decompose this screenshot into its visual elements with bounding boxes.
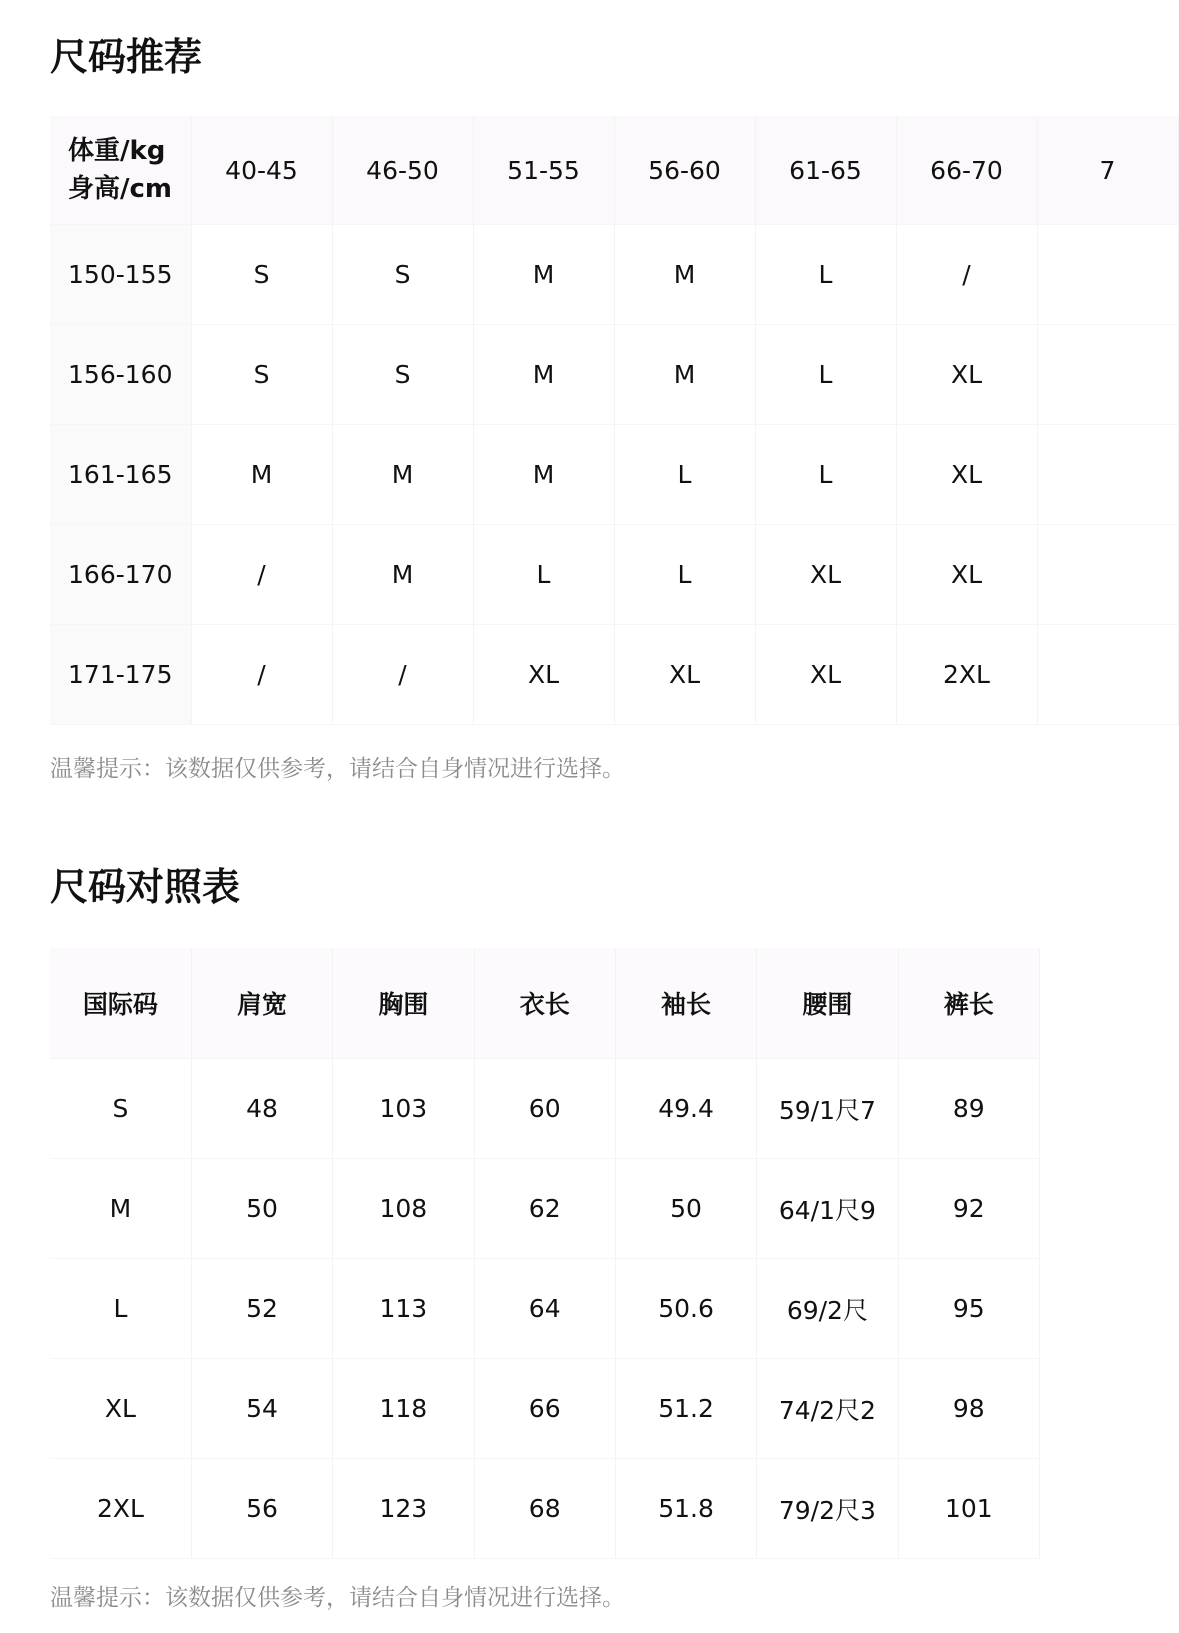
measurement-cell: 118: [333, 1359, 474, 1459]
size-label-cell: L: [50, 1259, 191, 1359]
measurement-cell: 79/2尺3: [757, 1459, 898, 1559]
size-cell: L: [614, 525, 755, 625]
weight-range-header: 51-55: [473, 116, 614, 225]
measurement-cell: 92: [898, 1159, 1039, 1259]
size-cell: S: [332, 225, 473, 325]
measurement-cell: 68: [474, 1459, 615, 1559]
size-cell: S: [332, 325, 473, 425]
size-cell: XL: [896, 525, 1037, 625]
weight-range-header: 66-70: [896, 116, 1037, 225]
size-cell: XL: [755, 625, 896, 725]
size-chart-note: 温馨提示：该数据仅供参考，请结合自身情况进行选择。: [50, 1585, 625, 1611]
column-header: 袖长: [615, 948, 756, 1059]
table-row: [50, 325, 1178, 425]
size-recommendation-table: [50, 116, 1179, 725]
weight-range-header: 56-60: [614, 116, 755, 225]
column-header: 裤长: [898, 948, 1039, 1059]
measurement-cell: 74/2尺2: [757, 1359, 898, 1459]
measurement-cell: 54: [191, 1359, 332, 1459]
weight-axis-label: 体重/kg: [68, 136, 166, 166]
size-cell: XL: [896, 425, 1037, 525]
size-cell: M: [191, 425, 332, 525]
table-row: [50, 425, 1178, 525]
size-cell: M: [473, 325, 614, 425]
measurement-cell: 52: [191, 1259, 332, 1359]
size-cell: XL: [896, 325, 1037, 425]
measurement-cell: 51.2: [615, 1359, 756, 1459]
size-cell: M: [614, 325, 755, 425]
size-cell: [1037, 625, 1178, 725]
height-range-cell: 171-175: [50, 625, 191, 725]
size-cell: L: [755, 225, 896, 325]
height-axis-label: 身高/cm: [68, 174, 173, 204]
table-row: [50, 1159, 1040, 1259]
size-recommendation-title: 尺码推荐: [50, 35, 203, 79]
column-header: 国际码: [50, 948, 191, 1059]
recommendation-note: 温馨提示：该数据仅供参考，请结合自身情况进行选择。: [50, 756, 625, 782]
measurement-cell: 60: [474, 1059, 615, 1159]
size-cell: M: [332, 425, 473, 525]
measurement-cell: 48: [191, 1059, 332, 1159]
height-range-cell: 150-155: [50, 225, 191, 325]
size-cell: /: [332, 625, 473, 725]
size-cell: /: [896, 225, 1037, 325]
measurement-cell: 56: [191, 1459, 332, 1559]
size-chart-title: 尺码对照表: [50, 865, 241, 909]
measurement-cell: 69/2尺: [757, 1259, 898, 1359]
size-cell: 2XL: [896, 625, 1037, 725]
size-cell: L: [755, 425, 896, 525]
size-cell: XL: [473, 625, 614, 725]
size-label-cell: XL: [50, 1359, 191, 1459]
measurement-cell: 59/1尺7: [757, 1059, 898, 1159]
size-cell: XL: [755, 525, 896, 625]
column-header: 腰围: [757, 948, 898, 1059]
corner-header-cell: [50, 116, 191, 225]
measurement-cell: 98: [898, 1359, 1039, 1459]
height-range-cell: 166-170: [50, 525, 191, 625]
size-label-cell: 2XL: [50, 1459, 191, 1559]
size-cell: /: [191, 625, 332, 725]
size-cell: L: [614, 425, 755, 525]
measurement-cell: 123: [333, 1459, 474, 1559]
size-label-cell: M: [50, 1159, 191, 1259]
height-range-cell: 161-165: [50, 425, 191, 525]
measurement-cell: 51.8: [615, 1459, 756, 1559]
size-cell: /: [191, 525, 332, 625]
measurement-cell: 50: [191, 1159, 332, 1259]
size-cell: [1037, 525, 1178, 625]
size-chart-table: [50, 948, 1040, 1559]
column-header: 肩宽: [191, 948, 332, 1059]
measurement-cell: 50: [615, 1159, 756, 1259]
size-cell: M: [332, 525, 473, 625]
column-header: 衣长: [474, 948, 615, 1059]
weight-range-header: 40-45: [191, 116, 332, 225]
weight-range-header: 61-65: [755, 116, 896, 225]
measurement-cell: 89: [898, 1059, 1039, 1159]
measurement-cell: 95: [898, 1259, 1039, 1359]
weight-range-header: 7: [1037, 116, 1178, 225]
size-cell: M: [473, 225, 614, 325]
size-cell: [1037, 325, 1178, 425]
measurement-cell: 62: [474, 1159, 615, 1259]
table-header-row: [50, 948, 1040, 1059]
table-row: [50, 1259, 1040, 1359]
measurement-cell: 49.4: [615, 1059, 756, 1159]
table-row: [50, 1059, 1040, 1159]
table-row: [50, 625, 1178, 725]
table-row: [50, 1359, 1040, 1459]
column-header: 胸围: [333, 948, 474, 1059]
measurement-cell: 50.6: [615, 1259, 756, 1359]
size-cell: [1037, 225, 1178, 325]
size-cell: L: [473, 525, 614, 625]
measurement-cell: 66: [474, 1359, 615, 1459]
table-header-row: [50, 116, 1178, 225]
table-row: [50, 225, 1178, 325]
measurement-cell: 103: [333, 1059, 474, 1159]
weight-range-header: 46-50: [332, 116, 473, 225]
measurement-cell: 113: [333, 1259, 474, 1359]
size-cell: XL: [614, 625, 755, 725]
size-cell: S: [191, 325, 332, 425]
size-cell: [1037, 425, 1178, 525]
table-row: [50, 1459, 1040, 1559]
size-label-cell: S: [50, 1059, 191, 1159]
height-range-cell: 156-160: [50, 325, 191, 425]
size-cell: L: [755, 325, 896, 425]
measurement-cell: 108: [333, 1159, 474, 1259]
size-cell: S: [191, 225, 332, 325]
measurement-cell: 64: [474, 1259, 615, 1359]
table-row: [50, 525, 1178, 625]
measurement-cell: 64/1尺9: [757, 1159, 898, 1259]
measurement-cell: 101: [898, 1459, 1039, 1559]
size-cell: M: [614, 225, 755, 325]
size-cell: M: [473, 425, 614, 525]
